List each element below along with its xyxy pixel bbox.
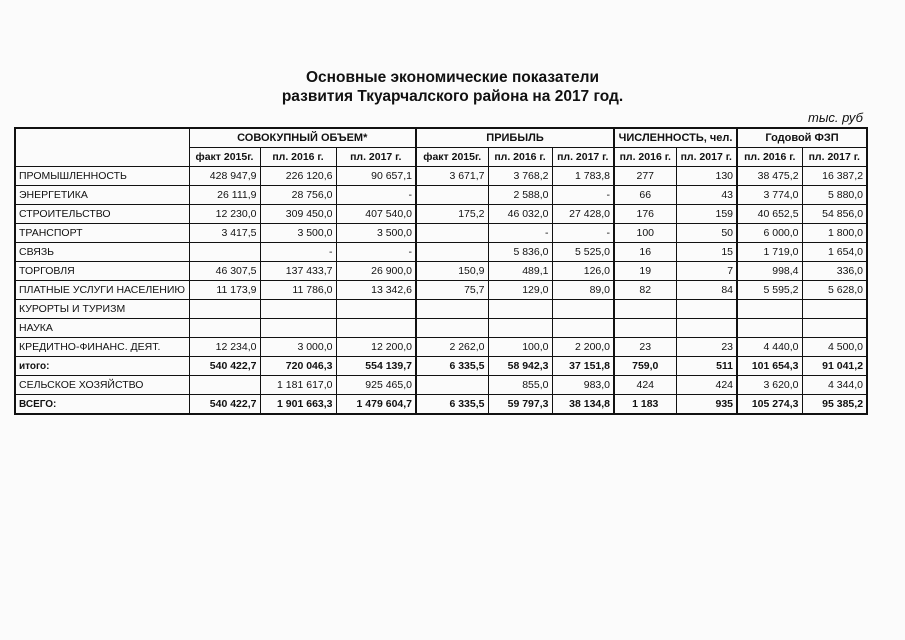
table-cell: 3 774,0 — [737, 186, 802, 205]
table-cell: 935 — [676, 395, 737, 415]
row-label: СВЯЗЬ — [15, 243, 189, 262]
table-cell: 176 — [614, 205, 676, 224]
table-cell: 12 234,0 — [189, 338, 260, 357]
table-cell: 5 628,0 — [802, 281, 867, 300]
table-cell: 3 417,5 — [189, 224, 260, 243]
table-cell: 7 — [676, 262, 737, 281]
row-label: СТРОИТЕЛЬСТВО — [15, 205, 189, 224]
table-cell: 11 786,0 — [260, 281, 336, 300]
unit-label: тыс. руб — [807, 110, 863, 125]
column-header: пл. 2017 г. — [802, 148, 867, 167]
table-cell: 3 000,0 — [260, 338, 336, 357]
table-cell — [488, 319, 552, 338]
table-cell — [737, 300, 802, 319]
table-cell: - — [336, 243, 416, 262]
table-cell — [552, 319, 614, 338]
table-cell: 75,7 — [416, 281, 488, 300]
table-cell: 554 139,7 — [336, 357, 416, 376]
table-cell: 3 500,0 — [336, 224, 416, 243]
table-cell: 46 307,5 — [189, 262, 260, 281]
table-row — [15, 186, 867, 205]
table-cell: 175,2 — [416, 205, 488, 224]
table-cell — [416, 243, 488, 262]
table-cell: 37 151,8 — [552, 357, 614, 376]
table-row — [15, 224, 867, 243]
row-label: КРЕДИТНО-ФИНАНС. ДЕЯТ. — [15, 338, 189, 357]
table-cell: 540 422,7 — [189, 395, 260, 415]
table-cell: 226 120,6 — [260, 167, 336, 186]
table-row — [15, 357, 867, 376]
title-line-1: Основные экономические показатели — [305, 69, 600, 86]
table-cell: 5 525,0 — [552, 243, 614, 262]
table-cell: 1 183 — [614, 395, 676, 415]
table-cell: 23 — [614, 338, 676, 357]
table-cell: 540 422,7 — [189, 357, 260, 376]
table-cell: 46 032,0 — [488, 205, 552, 224]
row-label: ПЛАТНЫЕ УСЛУГИ НАСЕЛЕНИЮ — [15, 281, 189, 300]
group-staff: ЧИСЛЕННОСТЬ, чел. — [614, 128, 737, 148]
table-cell: 428 947,9 — [189, 167, 260, 186]
table-cell: 511 — [676, 357, 737, 376]
table-cell: 58 942,3 — [488, 357, 552, 376]
table-cell: 12 230,0 — [189, 205, 260, 224]
table-cell — [802, 300, 867, 319]
table-row — [15, 319, 867, 338]
table-row — [15, 262, 867, 281]
table-cell: 84 — [676, 281, 737, 300]
group-volume: СОВОКУПНЫЙ ОБЪЕМ* — [189, 128, 416, 148]
table-cell: 130 — [676, 167, 737, 186]
table-cell: 4 344,0 — [802, 376, 867, 395]
table-cell — [552, 300, 614, 319]
table-cell: - — [336, 186, 416, 205]
table-cell: 159 — [676, 205, 737, 224]
table-row — [15, 300, 867, 319]
table-cell — [614, 300, 676, 319]
table-cell: 100 — [614, 224, 676, 243]
table-cell: 126,0 — [552, 262, 614, 281]
table-cell: 38 134,8 — [552, 395, 614, 415]
row-label: итого: — [15, 357, 189, 376]
table-cell: 54 856,0 — [802, 205, 867, 224]
table-row — [15, 243, 867, 262]
table-cell: 6 000,0 — [737, 224, 802, 243]
table-cell: 1 901 663,3 — [260, 395, 336, 415]
table-cell: 23 — [676, 338, 737, 357]
table-row — [15, 376, 867, 395]
table-cell: 983,0 — [552, 376, 614, 395]
table-cell: 4 500,0 — [802, 338, 867, 357]
table-cell: 95 385,2 — [802, 395, 867, 415]
row-label: ТРАНСПОРТ — [15, 224, 189, 243]
table-cell: 5 836,0 — [488, 243, 552, 262]
column-header: пл. 2016 г. — [488, 148, 552, 167]
row-label: ЭНЕРГЕТИКА — [15, 186, 189, 205]
column-header: факт 2015г. — [189, 148, 260, 167]
table-cell: 100,0 — [488, 338, 552, 357]
label-column-header — [15, 128, 189, 167]
table-cell: 720 046,3 — [260, 357, 336, 376]
table-cell: 407 540,0 — [336, 205, 416, 224]
table-cell: 89,0 — [552, 281, 614, 300]
table-cell: 16 387,2 — [802, 167, 867, 186]
table-cell: - — [552, 186, 614, 205]
table-cell: 277 — [614, 167, 676, 186]
table-cell — [260, 300, 336, 319]
table-row — [15, 167, 867, 186]
table-cell: 40 652,5 — [737, 205, 802, 224]
table-row — [15, 338, 867, 357]
table-cell: 26 900,0 — [336, 262, 416, 281]
table-cell: 3 768,2 — [488, 167, 552, 186]
table-row — [15, 281, 867, 300]
column-header: пл. 2017 г. — [552, 148, 614, 167]
table-cell: 6 335,5 — [416, 357, 488, 376]
table-cell: 1 181 617,0 — [260, 376, 336, 395]
table-cell: 2 262,0 — [416, 338, 488, 357]
row-label: ВСЕГО: — [15, 395, 189, 415]
table-cell — [336, 300, 416, 319]
table-cell — [737, 319, 802, 338]
table-cell: 489,1 — [488, 262, 552, 281]
table-cell — [488, 300, 552, 319]
table-cell: 5 595,2 — [737, 281, 802, 300]
table-cell: 2 200,0 — [552, 338, 614, 357]
table-cell: 11 173,9 — [189, 281, 260, 300]
table-cell: 3 500,0 — [260, 224, 336, 243]
group-fund: Годовой ФЗП — [737, 128, 867, 148]
table-cell — [189, 300, 260, 319]
table-cell: 26 111,9 — [189, 186, 260, 205]
table-cell: 129,0 — [488, 281, 552, 300]
table-cell — [189, 376, 260, 395]
table-cell: 6 335,5 — [416, 395, 488, 415]
table-cell: - — [552, 224, 614, 243]
table-cell: 19 — [614, 262, 676, 281]
table-cell: 1 719,0 — [737, 243, 802, 262]
table-cell: 855,0 — [488, 376, 552, 395]
table-cell: 66 — [614, 186, 676, 205]
table-cell: 13 342,6 — [336, 281, 416, 300]
table-cell: 50 — [676, 224, 737, 243]
table-cell — [416, 319, 488, 338]
table-cell — [416, 224, 488, 243]
document-title — [0, 68, 905, 106]
table-cell: 91 041,2 — [802, 357, 867, 376]
table-cell: 28 756,0 — [260, 186, 336, 205]
table-row — [15, 205, 867, 224]
table-cell — [416, 300, 488, 319]
table-cell: 2 588,0 — [488, 186, 552, 205]
row-label: СЕЛЬСКОЕ ХОЗЯЙСТВО — [15, 376, 189, 395]
table-cell: 101 654,3 — [737, 357, 802, 376]
table-cell: - — [260, 243, 336, 262]
table-cell — [336, 319, 416, 338]
row-label: НАУКА — [15, 319, 189, 338]
table-cell — [614, 319, 676, 338]
table-body — [15, 167, 867, 415]
table-cell: 1 479 604,7 — [336, 395, 416, 415]
table-cell: 336,0 — [802, 262, 867, 281]
column-header: пл. 2017 г. — [336, 148, 416, 167]
table-cell: 759,0 — [614, 357, 676, 376]
row-label: КУРОРТЫ И ТУРИЗМ — [15, 300, 189, 319]
table-cell: 15 — [676, 243, 737, 262]
table-cell — [189, 243, 260, 262]
table-cell: 1 800,0 — [802, 224, 867, 243]
table-cell — [260, 319, 336, 338]
table-cell: 43 — [676, 186, 737, 205]
table-cell: 137 433,7 — [260, 262, 336, 281]
table-cell: 16 — [614, 243, 676, 262]
column-header: пл. 2016 г. — [614, 148, 676, 167]
table-cell: - — [488, 224, 552, 243]
table-cell: 90 657,1 — [336, 167, 416, 186]
table-row — [15, 395, 867, 415]
column-header: пл. 2016 г. — [260, 148, 336, 167]
table-cell: 4 440,0 — [737, 338, 802, 357]
row-label: ТОРГОВЛЯ — [15, 262, 189, 281]
table-cell — [189, 319, 260, 338]
table-cell: 424 — [614, 376, 676, 395]
table-cell: 5 880,0 — [802, 186, 867, 205]
column-header: пл. 2017 г. — [676, 148, 737, 167]
table-cell — [416, 376, 488, 395]
table-cell: 105 274,3 — [737, 395, 802, 415]
table-cell: 925 465,0 — [336, 376, 416, 395]
title-line-2: развития Ткуарчалского района на 2017 год. — [281, 88, 624, 105]
table-cell — [676, 300, 737, 319]
table-cell: 12 200,0 — [336, 338, 416, 357]
table-cell: 59 797,3 — [488, 395, 552, 415]
table-cell: 1 783,8 — [552, 167, 614, 186]
table-cell: 150,9 — [416, 262, 488, 281]
table-cell: 424 — [676, 376, 737, 395]
group-profit: ПРИБЫЛЬ — [416, 128, 614, 148]
indicators-table — [14, 127, 868, 415]
column-header: пл. 2016 г. — [737, 148, 802, 167]
group-header-row — [15, 128, 867, 148]
table-cell: 82 — [614, 281, 676, 300]
table-cell: 1 654,0 — [802, 243, 867, 262]
table-cell: 38 475,2 — [737, 167, 802, 186]
table-cell — [416, 186, 488, 205]
table-cell: 3 620,0 — [737, 376, 802, 395]
table-cell: 3 671,7 — [416, 167, 488, 186]
table-cell — [676, 319, 737, 338]
row-label: ПРОМЫШЛЕННОСТЬ — [15, 167, 189, 186]
table-cell: 27 428,0 — [552, 205, 614, 224]
column-header: факт 2015г. — [416, 148, 488, 167]
table-cell: 998,4 — [737, 262, 802, 281]
table-cell — [802, 319, 867, 338]
table-cell: 309 450,0 — [260, 205, 336, 224]
